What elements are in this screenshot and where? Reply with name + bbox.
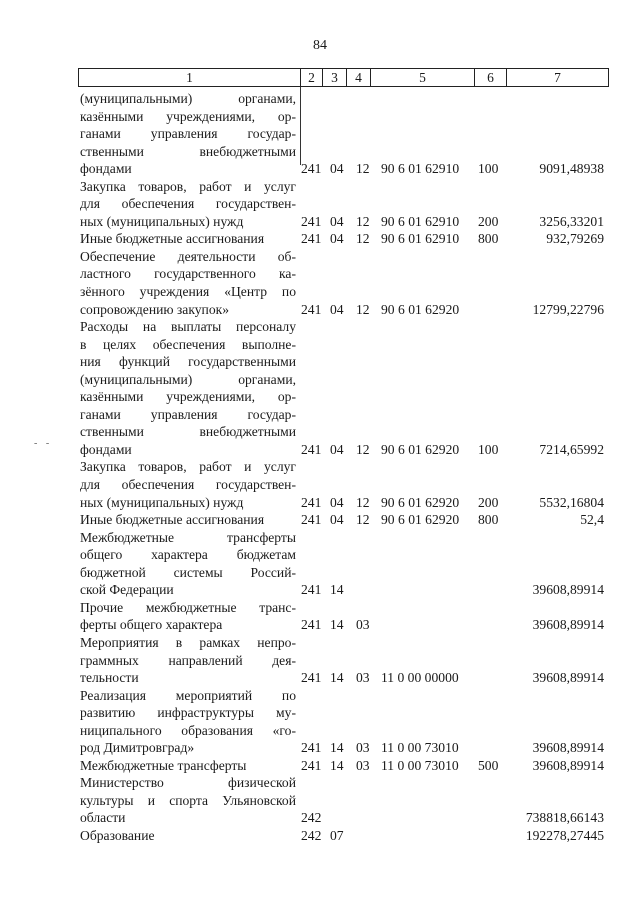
amount: 192278,27445 — [525, 827, 604, 843]
code-subsection: 12 — [356, 231, 370, 247]
row-name-line: ластного государственного ка- — [80, 266, 296, 282]
code-expense-type: 800 — [478, 231, 499, 247]
row-name-line: общего характера бюджетам — [80, 547, 296, 563]
code-target-article: 90 6 01 62920 — [381, 494, 460, 510]
row-codes — [0, 511, 640, 529]
row-name-line: фондами — [80, 441, 132, 457]
amount: 7214,65992 — [539, 441, 604, 457]
row-name-line: ния функций государственными — [80, 354, 296, 370]
row-name-line: фондами — [80, 161, 132, 177]
table-row — [0, 511, 640, 529]
row-codes — [0, 739, 640, 757]
code-expense-type: 500 — [478, 757, 499, 773]
row-name-line: культуры и спорта Ульяновской — [80, 792, 296, 808]
table-row — [0, 318, 640, 458]
margin-mark: - - — [34, 438, 53, 449]
amount: 52,4 — [580, 512, 604, 528]
code-subsection: 12 — [356, 213, 370, 229]
table-row — [0, 687, 640, 757]
code-target-article: 11 0 00 73010 — [381, 757, 459, 773]
header-col-6: 6 — [475, 69, 507, 86]
row-name-line: род Димитровград» — [80, 740, 195, 756]
row-name-line: (муниципальными) органами, — [80, 371, 296, 387]
table-row — [0, 757, 640, 775]
row-name-line: Межбюджетные трансферты — [80, 757, 247, 773]
code-section: 04 — [330, 441, 344, 457]
table-row — [0, 529, 640, 599]
code-target-article: 90 6 01 62910 — [381, 161, 460, 177]
code-target-article: 90 6 01 62910 — [381, 231, 460, 247]
code-section: 14 — [330, 617, 344, 633]
code-expense-type: 100 — [478, 161, 499, 177]
row-name-line: Прочие межбюджетные транс- — [80, 599, 296, 615]
code-ministry: 241 — [301, 740, 322, 756]
row-name-line: Закупка товаров, работ и услуг — [80, 459, 296, 475]
row-name-line: сопровождению закупок» — [80, 301, 230, 317]
row-codes — [0, 213, 640, 231]
row-name-line: Иные бюджетные ассигнования — [80, 512, 265, 528]
table-row — [0, 230, 640, 248]
row-name-line: ферты общего характера — [80, 617, 223, 633]
code-ministry: 241 — [301, 231, 322, 247]
row-name-line: ственными внебюджетными — [80, 143, 296, 159]
row-codes — [0, 616, 640, 634]
row-name-line: для обеспечения государствен- — [80, 477, 296, 493]
amount: 5532,16804 — [539, 494, 604, 510]
row-name-line: бюджетной системы Россий- — [80, 564, 296, 580]
row-name — [80, 318, 296, 458]
code-section: 04 — [330, 494, 344, 510]
amount: 3256,33201 — [539, 213, 604, 229]
row-codes — [0, 441, 640, 459]
code-target-article: 11 0 00 73010 — [381, 740, 459, 756]
code-expense-type: 100 — [478, 441, 499, 457]
row-codes — [0, 809, 640, 827]
code-ministry: 241 — [301, 670, 322, 686]
code-ministry: 242 — [301, 827, 322, 843]
row-name-line: Иные бюджетные ассигнования — [80, 231, 265, 247]
row-name-line: Реализация мероприятий по — [80, 687, 296, 703]
row-name-line: ганами управления государ- — [80, 126, 296, 142]
header-col-5: 5 — [371, 69, 475, 86]
row-name-line: ственными внебюджетными — [80, 424, 296, 440]
amount: 39608,89914 — [532, 757, 604, 773]
code-section: 04 — [330, 231, 344, 247]
row-name-line: ганами управления государ- — [80, 406, 296, 422]
row-name-line: области — [80, 810, 126, 826]
code-ministry: 241 — [301, 441, 322, 457]
header-col-3: 3 — [323, 69, 347, 86]
table-row — [0, 248, 640, 318]
header-col-2: 2 — [301, 69, 323, 86]
row-name-line: Обеспечение деятельности об- — [80, 248, 296, 264]
code-ministry: 241 — [301, 757, 322, 773]
row-codes — [0, 494, 640, 512]
page-number: 84 — [313, 38, 327, 53]
code-target-article: 90 6 01 62920 — [381, 512, 460, 528]
code-expense-type: 200 — [478, 494, 499, 510]
row-name-line: казёнными учреждениями, ор- — [80, 389, 296, 405]
header-col-1: 1 — [79, 69, 301, 86]
amount: 39608,89914 — [532, 617, 604, 633]
row-codes — [0, 160, 640, 178]
code-target-article: 90 6 01 62920 — [381, 301, 460, 317]
header-col-4: 4 — [347, 69, 371, 86]
code-ministry: 241 — [301, 494, 322, 510]
amount: 12799,22796 — [532, 301, 604, 317]
header-col-7: 7 — [554, 70, 561, 85]
amount: 39608,89914 — [532, 582, 604, 598]
code-subsection: 03 — [356, 740, 370, 756]
code-target-article: 90 6 01 62910 — [381, 213, 460, 229]
code-ministry: 242 — [301, 810, 322, 826]
table-row — [0, 774, 640, 827]
code-section: 04 — [330, 301, 344, 317]
code-expense-type: 200 — [478, 213, 499, 229]
amount: 738818,66143 — [525, 810, 604, 826]
code-section: 14 — [330, 757, 344, 773]
table-row — [0, 599, 640, 634]
code-section: 07 — [330, 827, 344, 843]
amount: 39608,89914 — [532, 670, 604, 686]
row-codes — [0, 827, 640, 845]
row-name-line: ных (муниципальных) нужд — [80, 213, 244, 229]
code-target-article: 11 0 00 00000 — [381, 670, 459, 686]
table-header — [78, 68, 609, 87]
row-name-line: Межбюджетные трансферты — [80, 529, 296, 545]
code-subsection: 12 — [356, 441, 370, 457]
row-name-line: ных (муниципальных) нужд — [80, 494, 244, 510]
row-codes — [0, 301, 640, 319]
code-subsection: 12 — [356, 512, 370, 528]
code-subsection: 12 — [356, 494, 370, 510]
code-ministry: 241 — [301, 512, 322, 528]
code-expense-type: 800 — [478, 512, 499, 528]
row-name-line: граммных направлений дея- — [80, 652, 296, 668]
code-section: 14 — [330, 582, 344, 598]
row-name-line: Расходы на выплаты персоналу — [80, 319, 296, 335]
row-name-line: Закупка товаров, работ и услуг — [80, 178, 296, 194]
code-ministry: 241 — [301, 617, 322, 633]
code-section: 04 — [330, 213, 344, 229]
table-row — [0, 458, 640, 511]
table-row — [0, 827, 640, 845]
row-codes — [0, 581, 640, 599]
table-row — [0, 634, 640, 687]
code-ministry: 241 — [301, 213, 322, 229]
code-subsection: 03 — [356, 757, 370, 773]
code-section: 14 — [330, 670, 344, 686]
row-name-line: Образование — [80, 827, 155, 843]
row-codes — [0, 669, 640, 687]
row-name-line: тельности — [80, 670, 139, 686]
amount: 932,79269 — [546, 231, 604, 247]
code-ministry: 241 — [301, 582, 322, 598]
row-name-line: (муниципальными) органами, — [80, 91, 296, 106]
row-name-line: ской Федерации — [80, 582, 174, 598]
row-name-line: развитию инфраструктуры му- — [80, 705, 296, 721]
amount: 39608,89914 — [532, 740, 604, 756]
row-name-line: Мероприятия в рамках непро- — [80, 634, 296, 650]
table-row — [0, 90, 640, 178]
table-body — [0, 90, 640, 845]
row-name-line: для обеспечения государствен- — [80, 196, 296, 212]
row-codes — [0, 230, 640, 248]
code-section: 14 — [330, 740, 344, 756]
row-name-line: ниципального образования «го- — [80, 722, 296, 738]
code-section: 04 — [330, 161, 344, 177]
row-name-line: в целях обеспечения выполне- — [80, 336, 296, 352]
table-row — [0, 178, 640, 231]
code-subsection: 03 — [356, 670, 370, 686]
code-ministry: 241 — [301, 301, 322, 317]
row-name-line: зённого учреждения «Центр по — [80, 284, 296, 300]
row-name-line: казёнными учреждениями, ор- — [80, 108, 296, 124]
code-subsection: 12 — [356, 161, 370, 177]
row-codes — [0, 757, 640, 775]
code-section: 04 — [330, 512, 344, 528]
code-target-article: 90 6 01 62920 — [381, 441, 460, 457]
code-subsection: 12 — [356, 301, 370, 317]
row-name-line: Министерство физической — [80, 775, 296, 791]
code-subsection: 03 — [356, 617, 370, 633]
amount: 9091,48938 — [539, 161, 604, 177]
code-ministry: 241 — [301, 161, 322, 177]
